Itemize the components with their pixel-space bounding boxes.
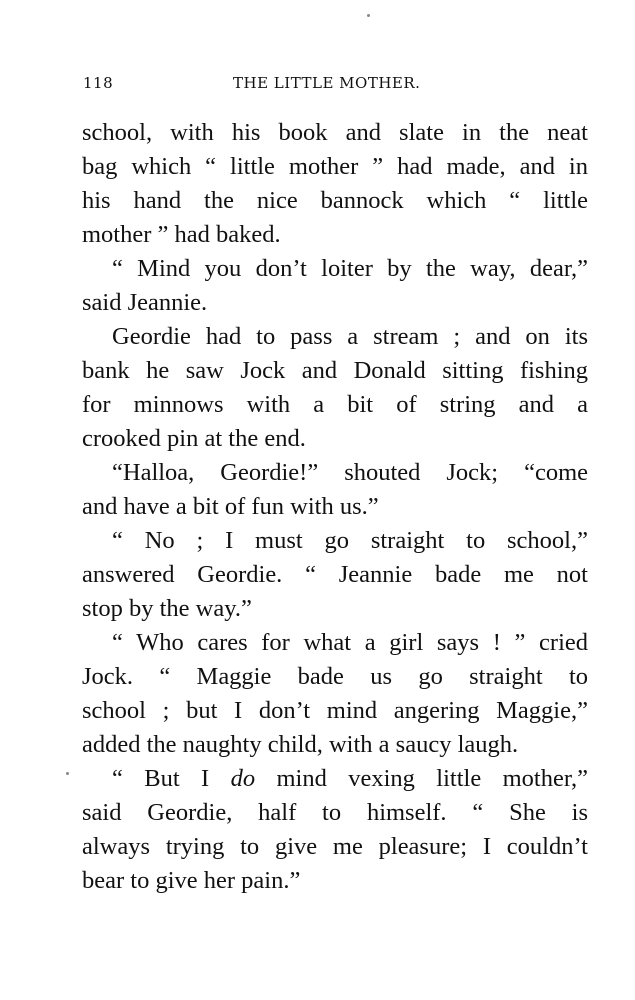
- text-line: Geordie had to pass a stream ; and on its: [112, 323, 588, 350]
- text-line: school ; but I don’t mind angering Maggie,”: [82, 697, 588, 724]
- page-number: 118: [83, 74, 114, 92]
- text-line: mother ” had baked.: [82, 221, 281, 248]
- text-line: and have a bit of fun with us.”: [82, 493, 379, 520]
- text-line: “ Who cares for what a girl says ! ” cried: [112, 629, 588, 656]
- text-line: said Geordie, half to himself. “ She is: [82, 799, 588, 826]
- text-line: bank he saw Jock and Donald sitting fishing: [82, 357, 588, 384]
- text-line: his hand the nice bannock which “ little: [82, 187, 588, 214]
- text-line: bag which “ little mother ” had made, and in: [82, 153, 588, 180]
- text-line: “Halloa, Geordie!” shouted Jock; “come: [112, 459, 588, 486]
- page-header: [83, 74, 587, 98]
- running-title: THE LITTLE MOTHER.: [233, 74, 421, 92]
- text-line: “ No ; I must go straight to school,”: [112, 527, 588, 554]
- body-text: [82, 116, 588, 898]
- paper-speck: [367, 14, 370, 17]
- text-line: Jock. “ Maggie bade us go straight to: [82, 663, 588, 690]
- text-line: “ But I do mind vexing little mother,”: [112, 765, 588, 792]
- text-line: school, with his book and slate in the neat: [82, 119, 588, 146]
- text-line: stop by the way.”: [82, 595, 252, 622]
- paper-speck: [66, 772, 69, 775]
- text-line: bear to give her pain.”: [82, 867, 301, 894]
- text-line: added the naughty child, with a saucy laugh.: [82, 731, 519, 758]
- text-line: answered Geordie. “ Jeannie bade me not: [82, 561, 588, 588]
- text-line: said Jeannie.: [82, 289, 208, 316]
- text-line: for minnows with a bit of string and a: [82, 391, 588, 418]
- text-line: always trying to give me pleasure; I couldn’t: [82, 833, 588, 860]
- text-line: “ Mind you don’t loiter by the way, dear,”: [112, 255, 588, 282]
- text-line: crooked pin at the end.: [82, 425, 306, 452]
